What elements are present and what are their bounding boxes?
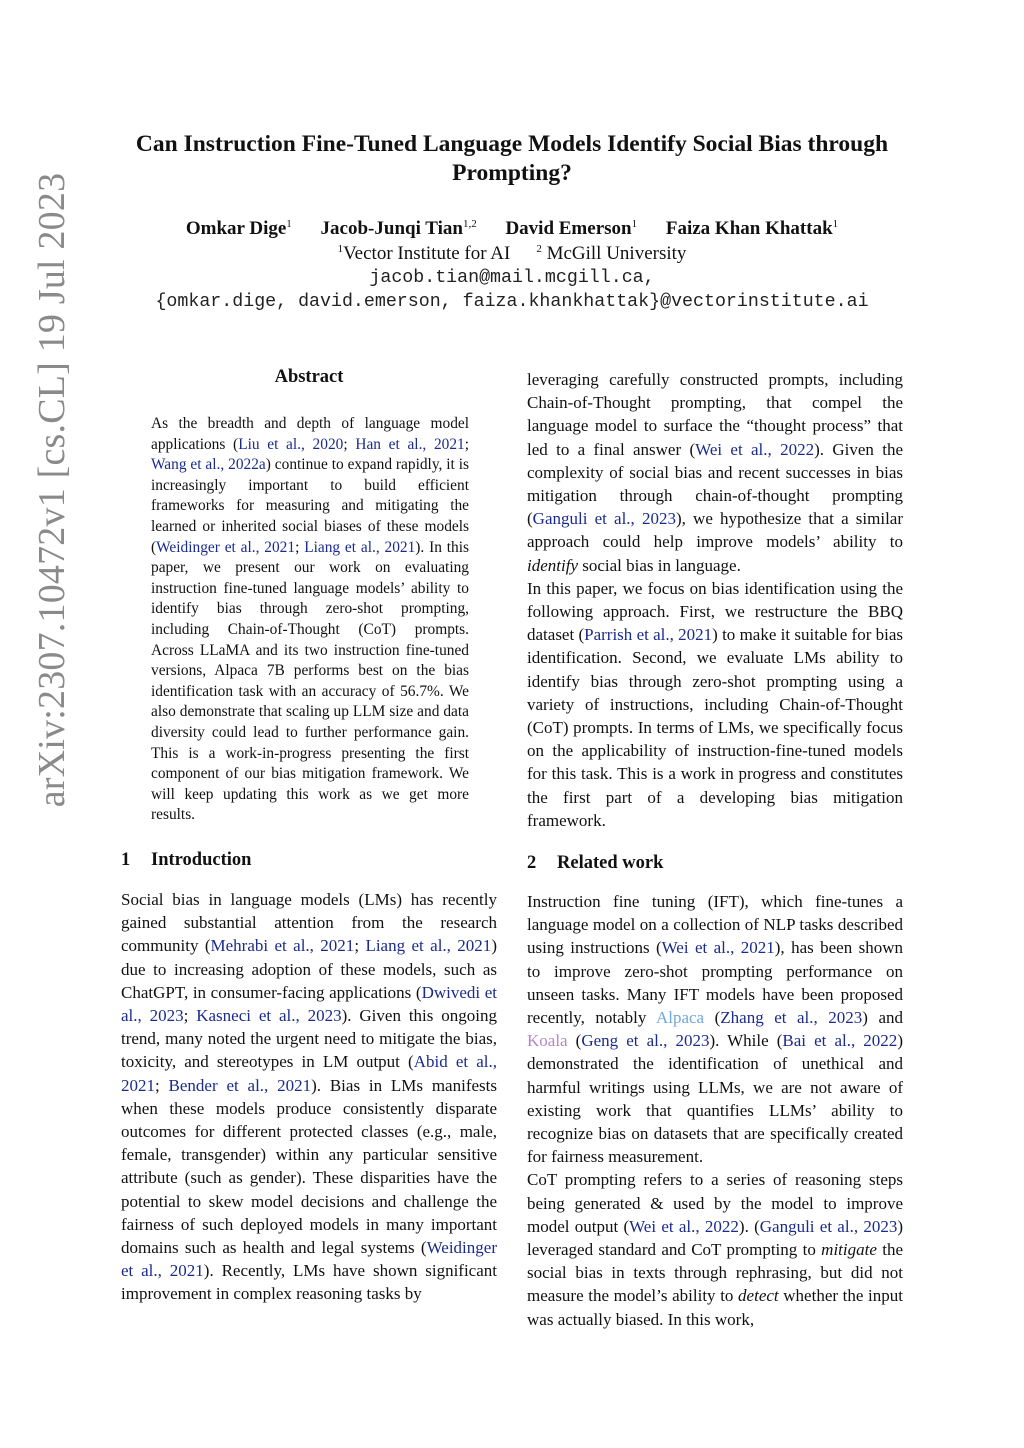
email-line: {omkar.dige, david.emerson, faiza.khankhattak}@vectorinstitute.ai <box>155 292 869 312</box>
citation-link[interactable]: Bai et al., 2022 <box>782 1031 898 1051</box>
author: David Emerson$^1$ <box>505 218 638 239</box>
related-work-text: Instruction fine tuning (IFT), which fine-tunes a language model on a collection of NLP tasks described using instructions (Wei et al., 2021), has been shown to improve zero-shot prompting performance on unseen tasks. Many IFT models have been proposed recently, notably Alpaca (Zhang et al., 2023) and Koala (Geng et al., 2023). While (Bai et al., 2022) demonstrated the identification of unethical and harmful writings using LLMs, we are not aware of existing work that quantifies LLMs’ ability to recognize bias on datasets that are specifically created for fairness measurement. CoT prompting refers to a series of reasoning steps being generated & used by the model to improve model output (Wei et al., 2022). (Ganguli et al., 2023) leveraged standard and CoT prompting to mitigate the social bias in texts through rephrasing, but did not measure the model’s ability to detect whether the input was actually biased. In this work, <box>527 892 904 1329</box>
citation-link[interactable]: Zhang et al., 2023 <box>720 1008 863 1028</box>
citation-link[interactable]: Han et al., 2021 <box>355 435 465 453</box>
citation-link[interactable]: Liu et al., 2020 <box>238 435 344 453</box>
arxiv-identifier: arXiv:2307.10472v1 [cs.CL] 19 Jul 2023 <box>31 172 73 808</box>
citation-link[interactable]: Wei et al., 2022 <box>695 439 815 459</box>
author: Jacob-Junqi Tian$^{1,2}$ <box>320 218 477 239</box>
citation-link[interactable]: Abid et al., 2021 <box>121 1052 497 1095</box>
citation-link[interactable]: Geng et al., 2023 <box>581 1031 710 1051</box>
citation-link[interactable]: Weidinger et al., 2021 <box>121 1238 497 1281</box>
citation-link[interactable]: Wei et al., 2021 <box>661 938 775 958</box>
author: Omkar Dige$^1$ <box>185 218 292 239</box>
citation-link[interactable]: Mehrabi et al., 2021 <box>210 936 355 956</box>
citation-link[interactable]: Bender et al., 2021 <box>168 1075 312 1095</box>
alpaca-link[interactable]: Alpaca <box>655 1008 705 1028</box>
abstract-heading: Abstract <box>274 367 344 387</box>
arxiv-sidebar <box>12 172 92 808</box>
affiliation: $^2$ McGill University <box>536 243 687 264</box>
citation-link[interactable]: Parrish et al., 2021 <box>584 625 713 645</box>
citation-link[interactable]: Kasneci et al., 2023 <box>196 1006 342 1026</box>
citation-link[interactable]: Dwivedi et al., 2023 <box>121 982 497 1026</box>
paper-title: Can Instruction Fine-Tuned Language Models Identify Social Bias through Prompting? <box>135 131 889 186</box>
citation-link[interactable]: Ganguli et al., 2023 <box>532 509 676 529</box>
citation-link[interactable]: Wang et al., 2022a <box>151 456 266 474</box>
koala-link[interactable]: Koala <box>527 1031 568 1051</box>
citation-link[interactable]: Wei et al., 2022 <box>629 1216 739 1236</box>
affiliation: $^1$Vector Institute for AI <box>337 243 511 264</box>
section-heading-introduction: 1 Introduction <box>121 850 252 870</box>
abstract-text: As the breadth and depth of language model applications (Liu et al., 2020; Han et al., 2021; Wang et al., 2022a) continue to expand rapidly, it is increasingly important to build efficient frameworks for measuring and mitigating the learned or inherited social biases of these models (Weidinger et al., 2021; Liang et al., 2021). In this paper, we present our work on evaluating instruction fine-tuned language models’ ability to identify bias through zero-shot prompting, including Chain-of-Thought (CoT) prompts. Across LLaMA and its two instruction fine-tuned versions, Alpaca 7B performs best on the bias identification task with an accuracy of 56.7%. We also demonstrate that scaling up LLM size and data diversity could lead to further performance gain. This is a work-in-progress presenting the first component of our bias mitigation framework. We will keep updating this work as we get more results. <box>151 415 470 824</box>
citation-link[interactable]: Weidinger et al., 2021 <box>156 538 296 556</box>
section-heading-related-work: 2 Related work <box>527 853 664 873</box>
citation-link[interactable]: Ganguli et al., 2023 <box>759 1216 898 1236</box>
author: Faiza Khan Khattak$^1$ <box>665 218 839 239</box>
citation-link[interactable]: Liang et al., 2021 <box>304 538 416 556</box>
email-line: jacob.tian@mail.mcgill.ca, <box>369 268 655 288</box>
citation-link[interactable]: Liang et al., 2021 <box>365 936 492 956</box>
affiliation-list <box>40 242 984 266</box>
author-list <box>40 216 984 242</box>
introduction-text: Social bias in language models (LMs) has recently gained substantial attention from the research community (Mehrabi et al., 2021; Liang et al., 2021) due to increasing adoption of these models, such as ChatGPT, in consumer-facing applications (Dwivedi et al., 2023; Kasneci et al., 2023). Given this ongoing trend, many noted the urgent need to mitigate the bias, toxicity, and stereotypes in LM output (Abid et al., 2021; Bender et al., 2021). Bias in LMs manifests when these models produce consistently disparate outcomes for different protected classes (e.g., male, female, transgender) within any particular sensitive attribute (such as gender). These disparities have the potential to skew model decisions and challenge the fairness of such deployed models in many important domains such as health and legal systems (Weidinger et al., 2021). Recently, LMs have shown significant improvement in complex reasoning tasks by <box>121 890 497 1304</box>
introduction-continued-text: leveraging carefully constructed prompts, including Chain-of-Thought prompting, that compel the language model to surface the “thought process” that led to a final answer (Wei et al., 2022). Given the complexity of social bias and recent successes in bias mitigation through chain-of-thought prompting (Ganguli et al., 2023), we hypothesize that a similar approach could help improve models’ ability to identify social bias in language. In this paper, we focus on bias identification using the following approach. First, we restructure the BBQ dataset (Parrish et al., 2021) to make it suitable for bias identification. Second, we evaluate LMs ability to identify bias through zero-shot prompting using a variety of instructions, including Chain-of-Thought (CoT) prompts. In terms of LMs, we specifically focus on the applicability of instruction-fine-tuned models for this task. This is a work in progress and constitutes the first part of a developing bias mitigation framework. <box>527 370 904 830</box>
